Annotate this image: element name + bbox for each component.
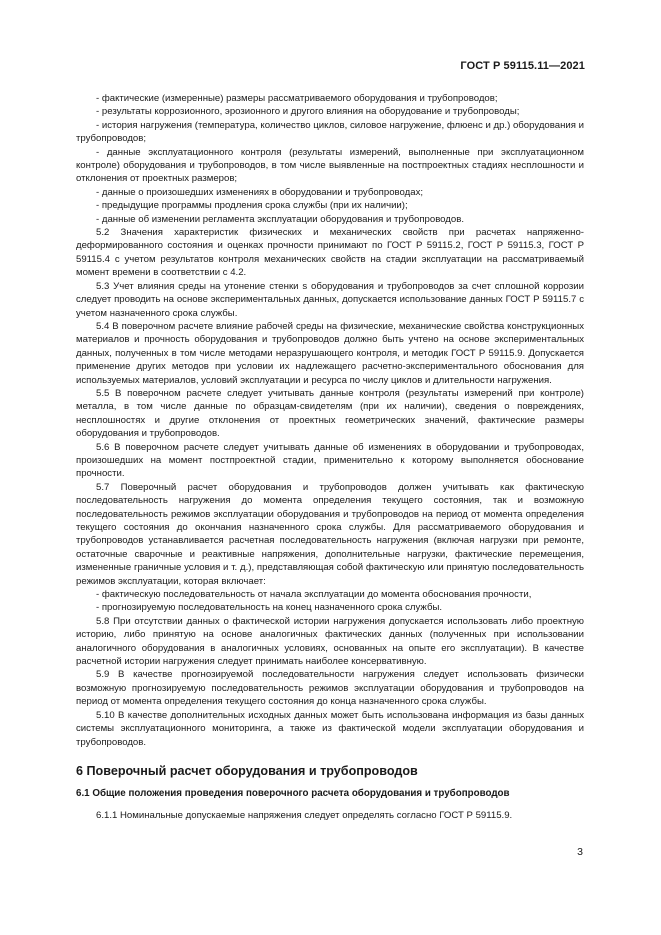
clause-5-6: 5.6 В поверочном расчете следует учитывать данные об изменениях в оборудовании и трубопроводах, произошедших на момент постпроектной стадии, применительно к которому выполняется обоснование прочности. — [76, 441, 584, 480]
clause-5-5: 5.5 В поверочном расчете следует учитывать данные контроля (результаты измерений при контроле) металла, в том числе данные по образцам-свидетелям (при их наличии), сведения о повреждениях, несплошностях и другие отклонения от проектных геометрических значений, фактические размеры оборудования и трубопроводов. — [76, 387, 584, 440]
list-item: - прогнозируемую последовательность на конец назначенного срока службы. — [96, 602, 443, 614]
clause-5-7: 5.7 Поверочный расчет оборудования и трубопроводов должен учитывать как фактическую последовательность нагружения до момента определения текущего состояния, так и возможную последовательность режимов эксплуатации оборудования и трубопроводов на период от момента определения текущего состояния до окончания назначенного срока службы. Для рассматриваемого оборудования и трубопроводов устанавливается расчетная последовательность нагружения (включая нагрузки при ремонте, остаточные сварочные и реактивные напряжения, дополнительные нагрузки, фактические перемещения, измененные граничные условия и т. д.), представляющая собой фактическую или принятую последовательность режимов эксплуатации, которая включает: — [76, 481, 584, 587]
list-item: - предыдущие программы продления срока службы (при их наличии); — [96, 200, 408, 212]
clause-5-3: 5.3 Учет влияния среды на утонение стенки s оборудования и трубопроводов за счет сплошной коррозии следует проводить на основе экспериментальных данных, допускается использование данных ГОСТ Р 59115.7 с учетом назначенного срока службы. — [76, 280, 584, 319]
list-item: - фактическую последовательность от начала эксплуатации до момента обоснования прочности, — [96, 589, 532, 601]
list-item: - данные эксплуатационного контроля (результаты измерений, выполненные при эксплуатационном контроле) оборудования и трубопроводов, в том числе выявленные на постпроектных стадиях несплошности и отклонения от проектных размеров; — [76, 146, 584, 185]
clause-5-2: 5.2 Значения характеристик физических и механических свойств при расчетах напряженно-деформированного состояния и оценках прочности принимают по ГОСТ Р 59115.2, ГОСТ Р 59115.3, ГОСТ Р 59115.4 с учетом результатов контроля механических свойств на стадии эксплуатации на рассматриваемый момент времени в соответствии с 4.2. — [76, 227, 584, 279]
clause-5-8: 5.8 При отсутствии данных о фактической истории нагружения допускается использовать либо проектную историю, либо принятую на основе аналогичных фактических данных (полученных при использовании аналогичного оборудования в аналогичных условиях, основанных на опыте его эксплуатации). В качестве расчетной истории нагружения следует принимать наиболее консервативную. — [76, 615, 584, 668]
clause-5-4: 5.4 В поверочном расчете влияние рабочей среды на физические, механические свойства конструкционных материалов и прочность оборудования и трубопроводов должно быть учтено на основе экспериментальных данных, полученных в том числе методами неразрушающего контроля, и методик ГОСТ Р 59115.9. Допускается применение других методов при условии их надлежащего расчетно-экспериментального обоснования для используемых материалов, условий эксплуатации и ресурса по числу циклов и длительности нагружения. — [76, 320, 584, 386]
section-title: 6 Поверочный расчет оборудования и трубопроводов — [76, 763, 418, 778]
page-number: 3 — [577, 846, 583, 858]
list-item: - история нагружения (температура, количество циклов, силовое нагружение, флюенс и др.) оборудования и трубопроводов; — [76, 119, 584, 145]
list-item: - данные о произошедших изменениях в оборудовании и трубопроводах; — [96, 186, 424, 198]
subsection-title: 6.1 Общие положения проведения поверочного расчета оборудования и трубопроводов — [76, 787, 510, 799]
list-item: - данные об изменении регламента эксплуатации оборудования и трубопроводов. — [96, 213, 465, 225]
clause-6-1-1: 6.1.1 Номинальные допускаемые напряжения следует определять согласно ГОСТ Р 59115.9. — [96, 809, 513, 821]
clause-5-9: 5.9 В качестве прогнозируемой последовательности нагружения следует использовать физически возможную прогнозируемую последовательность режимов эксплуатации оборудования и трубопроводов на период от момента определения текущего состояния до конца назначенного срока службы. — [76, 669, 584, 708]
page-body — [76, 92, 584, 822]
clause-5-10: 5.10 В качестве дополнительных исходных данных может быть использована информация из базы данных системы эксплуатационного мониторинга, а также из фактической модели эксплуатации оборудования и трубопроводов. — [76, 709, 584, 748]
list-item: - фактические (измеренные) размеры рассматриваемого оборудования и трубопроводов; — [96, 93, 498, 104]
list-item: - результаты коррозионного, эрозионного и другого влияния на оборудование и трубопроводы; — [96, 106, 520, 118]
standard-code-header: ГОСТ Р 59115.11—2021 — [460, 60, 585, 72]
